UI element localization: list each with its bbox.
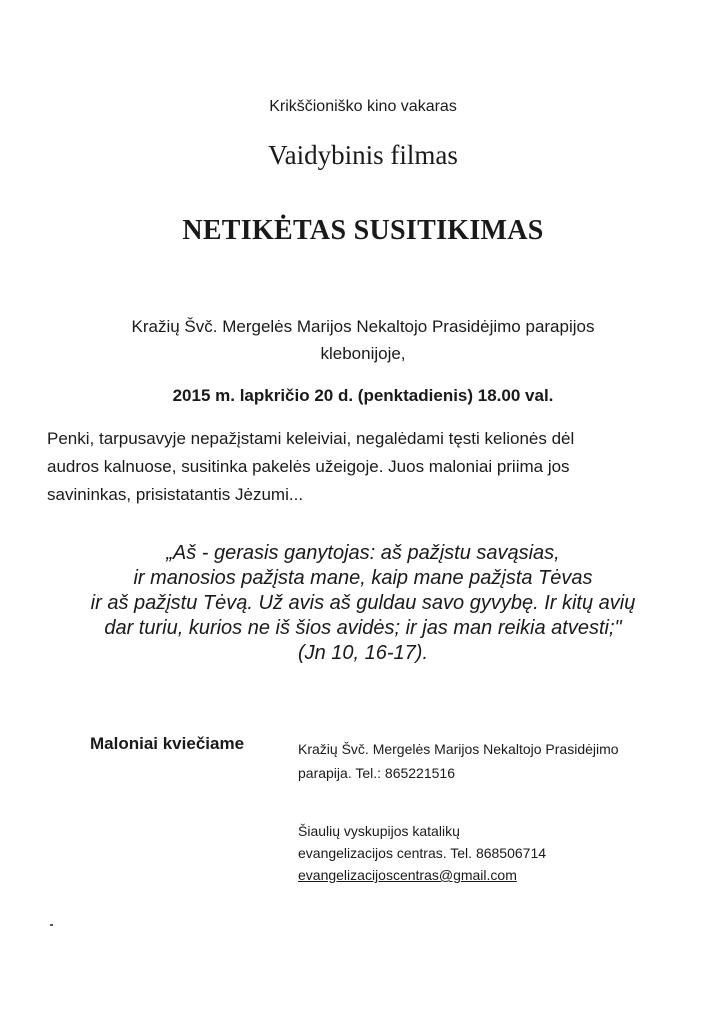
email-link[interactable]: evangelizacijoscentras@gmail.com <box>298 867 517 883</box>
center-name-line: Šiaulių vyskupijos katalikų <box>298 823 460 839</box>
quote-line: dar turiu, kurios ne iš šios avidės; ir jas man reikia atvesti;" <box>104 617 622 639</box>
venue-line: Kražių Švč. Mergelės Marijos Nekaltojo Prasidėjimo parapijos <box>131 317 595 336</box>
scripture-quote <box>60 541 666 666</box>
quote-line: ir aš pažįstu Tėvą. Už avis aš guldau savo gyvybę. Ir kitų avių <box>90 592 636 614</box>
venue-block <box>70 313 656 367</box>
quote-line: ir manosios pažįsta mane, kaip mane pažįsta Tėvas <box>133 567 593 589</box>
parish-phone-line: parapija. Tel.: 865221516 <box>298 765 455 781</box>
synopsis-line: audros kalnuose, susitinka pakelės užeigoje. Juos maloniai priima jos <box>47 457 570 476</box>
invitation-label: Maloniai kviečiame <box>90 734 245 753</box>
scan-speck <box>50 924 53 926</box>
film-genre-heading: Vaidybinis filmas <box>268 140 458 170</box>
film-title: NETIKĖTAS SUSITIKIMAS <box>182 215 544 246</box>
event-series-heading: Krikščioniško kino vakaras <box>269 98 457 115</box>
center-phone-line: evangelizacijos centras. Tel. 868506714 <box>298 845 547 861</box>
parish-contact-line: Kražių Švč. Mergelės Marijos Nekaltojo Prasidėjimo <box>298 741 619 757</box>
email-line <box>298 864 546 886</box>
synopsis-line: Penki, tarpusavyje nepažįstami keleiviai, negalėdami tęsti kelionės dėl <box>47 429 575 448</box>
quote-line: „Aš - gerasis ganytojas: aš pažįstu savąsias, <box>166 542 560 564</box>
synopsis-line: savininkas, prisistatantis Jėzumi... <box>47 485 304 504</box>
parish-contact <box>298 737 619 785</box>
evangelization-center-contact <box>298 820 546 886</box>
quote-citation: (Jn 10, 16-17). <box>297 642 429 664</box>
event-datetime: 2015 m. lapkričio 20 d. (penktadienis) 18.00 val. <box>172 386 554 405</box>
venue-line: klebonijoje, <box>320 344 406 363</box>
film-synopsis <box>47 425 687 509</box>
